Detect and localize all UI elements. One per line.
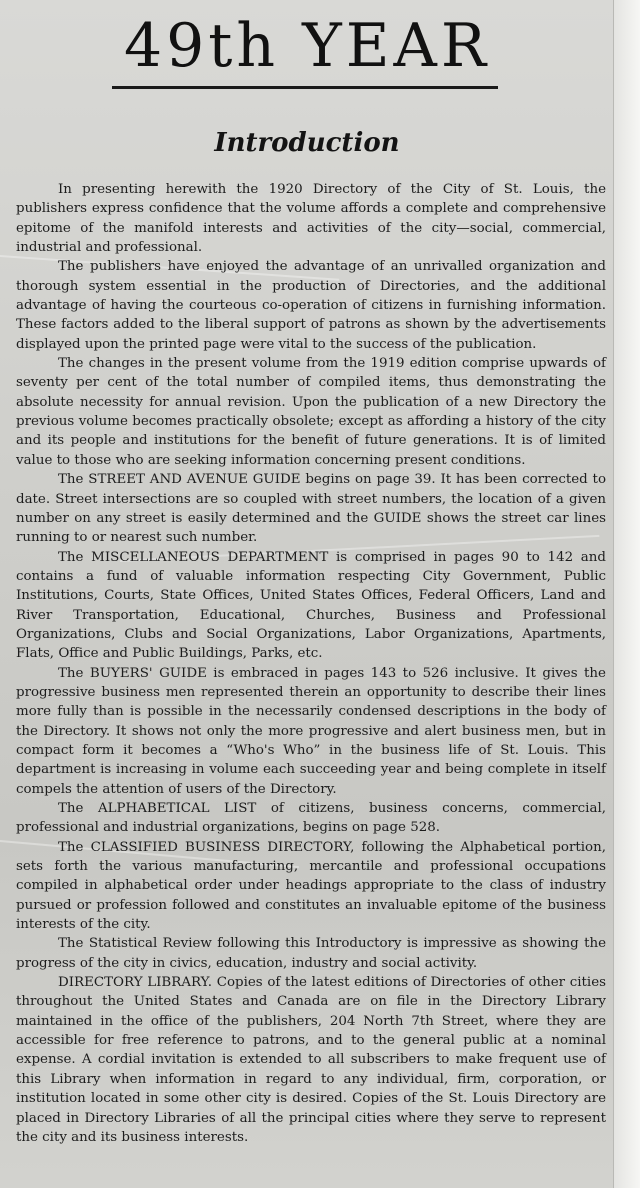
header-title: 49th YEAR	[123, 11, 491, 81]
header-rule	[112, 86, 498, 89]
paragraph: The ALPHABETICAL LIST of citizens, business concerns, commercial, professional and industrial organizations, begins on page 528.	[16, 801, 606, 836]
paragraph: In presenting herewith the 1920 Directory of the City of St. Louis, the publishers express confidence that the volume affords a complete and comprehensive epitome of the manifold interests and activities of the city—social, commercial, industrial and professional.	[16, 182, 606, 256]
paragraph: The changes in the present volume from the 1919 edition comprise upwards of seventy per cent of the total number of compiled items, thus demonstrating the absolute necessity for annual revision. Upon the publication of a new Directory the previous volume becomes practically obsolete; except as affording a history of the city and its people and institutions for the benefit of future generations. It is of limited value to those who are seeking information concerning present conditions.	[16, 356, 606, 468]
paragraph: DIRECTORY LIBRARY. Copies of the latest editions of Directories of other cities throughout the United States and Canada are on file in the Directory Library maintained in the office of the publishers, 204 North 7th Street, where they are accessible for free reference to patrons, and to the general public at a nominal expense. A cordial invitation is extended to all subscribers to make frequent use of this Library when information in regard to any individual, firm, corporation, or institution located in some other city is desired. Copies of the St. Louis Directory are placed in Directory Libraries of all the principal cities where they serve to represent the city and its business interests.	[16, 975, 606, 1145]
paragraph: The publishers have enjoyed the advantage of an unrivalled organization and thorough system essential in the production of Directories, and the additional advantage of having the courteous co-operation of citizens in furnishing information. These factors added to the liberal support of patrons as shown by the advertisements displayed upon the printed page were vital to the success of the publication.	[16, 259, 606, 352]
page-header	[0, 10, 614, 82]
paragraph: The STREET AND AVENUE GUIDE begins on page 39. It has been corrected to date. Street intersections are so coupled with street numbers, the location of a given number on any street is easily determined and the GUIDE shows the street car lines running to or nearest such number.	[16, 472, 606, 546]
section-title: Introduction	[214, 128, 400, 158]
paragraph: The Statistical Review following this Introductory is impressive as showing the progress of the city in civics, education, industry and social activity.	[16, 936, 606, 971]
paragraph: The MISCELLANEOUS DEPARTMENT is comprised in pages 90 to 142 and contains a fund of valuable information respecting City Government, Public Institutions, Courts, State Offices, United States Offices, Federal Officers, Land and River Transportation, Educational, Churches, Business and Professional Organizations, Clubs and Social Organizations, Labor Organizations, Apartments, Flats, Office and Public Buildings, Parks, etc.	[16, 549, 606, 662]
body-text	[16, 180, 606, 1147]
paragraph: The CLASSIFIED BUSINESS DIRECTORY, following the Alphabetical portion, sets forth the various manufacturing, mercantile and professional occupations compiled in alphabetical order under headings appropriate to the class of industry pursued or profession followed and constitutes an invaluable epitome of the business interests of the city.	[16, 839, 606, 933]
paragraph: The BUYERS' GUIDE is embraced in pages 143 to 526 inclusive. It gives the progressive business men represented therein an opportunity to describe their lines more fully than is possible in the necessarily condensed descriptions in the body of the Directory. It shows not only the more progressive and alert business men, but in compact form it becomes a “Who's Who” in the business life of St. Louis. This department is increasing in volume each succeeding year and being complete in itself compels the attention of users of the Directory.	[16, 665, 606, 797]
page-edge-strip	[613, 0, 640, 1188]
